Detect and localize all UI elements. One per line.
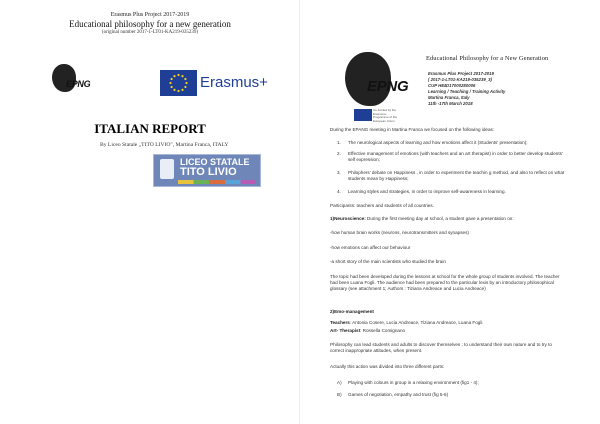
report-title: ITALIAN REPORT [94, 121, 206, 136]
logo-info-line: 11th -17th March 2018 [428, 101, 473, 107]
bullet-line: -how emotions can affect our behaviour [330, 245, 411, 250]
eu-mini-flag-icon [354, 109, 372, 121]
logo-info-line: Erasmus Plus Project 2017-2019 [428, 71, 494, 76]
parts-intro: Actually this action was divided into three different parts: [330, 364, 445, 369]
eu-cofunded-caption: Co-funded by the Erasmus+ Programme of the European Union [373, 108, 398, 123]
teachers-line [330, 320, 565, 326]
logo-info-line: CUP H84D17000280006 [428, 83, 476, 89]
part-letter: A) [337, 380, 342, 385]
idea-text: The neurological aspects of learning and how emotions affect it (Students' presentation); [348, 140, 528, 145]
liceo-logo-line1: LICEO STATALE [180, 157, 250, 167]
right-logo-title: Educational Philosophy for a New Generation [426, 55, 549, 62]
idea-item [337, 140, 568, 146]
liceo-logo-line2: TITO LIVIO [180, 166, 237, 178]
emo-paragraph: Philosophy can lead students and adults to discover themselves ; to understand their own nature and to try to correct inappropriate attitudes, when present. [330, 342, 552, 353]
idea-item [337, 189, 568, 195]
intro-paragraph: During the EPANG meeting in Martina Franca we focused on the following ideas: [330, 127, 495, 132]
right-epng-logo-text: EPNG [367, 78, 409, 95]
logo-info-line: Learning / Teaching / Training Activity [428, 89, 506, 95]
school-emblem-icon [160, 159, 174, 179]
part-text: Playing with colours in group in a relaxing environment (fig1 - 4); [348, 380, 479, 385]
teachers-names: : Antonia Cosere, Lucia Andreace, Tiziana Andreace, Luana Fogli [349, 320, 483, 325]
therapist-name: : Rossella Comignano [360, 328, 406, 333]
idea-text: Learning styles and strategies, in order to improve self-awareness in learning. [348, 189, 506, 194]
part-item [337, 392, 568, 398]
idea-number: 4. [337, 189, 341, 194]
part-letter: B) [337, 392, 342, 397]
erasmus-plus-logo [160, 70, 278, 98]
section-intro-text: During the first meeting day at school, a student gave a presentation on: [365, 216, 514, 221]
section-neuroscience-intro [330, 216, 565, 222]
project-header-line2: Educational philosophy for a new generation [69, 19, 231, 29]
idea-item [337, 170, 568, 182]
epng-logo [52, 64, 92, 94]
idea-number: 2. [337, 151, 341, 156]
part-text: Games of negotiation, empathy and trust (fig 5-6) [348, 392, 449, 397]
bullet-line: -how human brain works (neurons, neurotransmitters and synapses) [330, 230, 469, 235]
idea-number: 1. [337, 140, 341, 145]
erasmus-plus-text: Erasmus+ [200, 74, 268, 91]
bullet-line: -a short story of the main scientists who studied the brain [330, 259, 446, 264]
idea-number: 3. [337, 170, 341, 175]
part-item [337, 380, 568, 386]
neuroscience-paragraph: The topic had been developed during the lessons at school for the whole group of students involved. The teacher had been Luana Fogli. The audience had been prepared to the particular lexis by an introductory philosophical glossary (see attachment 1; Authors : Tiziana Andreace and Lucia Andreace) [330, 274, 560, 291]
idea-text: Philophers' debate on Happiness , in order to experiment the teachin g method, and also to reflect on what students mean by Happiness; [348, 170, 565, 181]
eu-flag-icon [160, 70, 197, 96]
logo-info-line: Martina Franca, Italy [428, 95, 470, 101]
section-heading-emo: 2)Emo-management [330, 309, 374, 314]
liceo-tito-livio-logo [153, 154, 261, 187]
therapist-label: Art- Therapist [330, 328, 361, 333]
report-byline: By Liceo Statale „TITO LIVIO", Martina Franca, ITALY [100, 142, 229, 148]
liceo-color-strip [178, 180, 256, 184]
logo-info-line: ( 2017-1-LT01-KA219-035239_3) [428, 77, 492, 83]
section-heading: 1)Neuroscience: [330, 216, 366, 221]
project-header-line3: (original number 2017-1-LT01-KA219-035239) [101, 30, 199, 35]
idea-text: Effective management of emotions (with teachers and an art therapist) in order to better develop students' self expression; [348, 151, 563, 162]
therapist-line [330, 328, 565, 334]
epng-logo-text: EPNG [66, 79, 91, 89]
idea-item [337, 151, 568, 163]
teachers-label: Teachers [330, 320, 350, 325]
right-logo-info [428, 71, 505, 108]
participants-line: Participants: teachers and students of all countries. [330, 203, 434, 208]
right-epng-logo [345, 52, 425, 110]
project-header-line1: Erasmus Plus Project 2017-2019 [110, 12, 190, 18]
